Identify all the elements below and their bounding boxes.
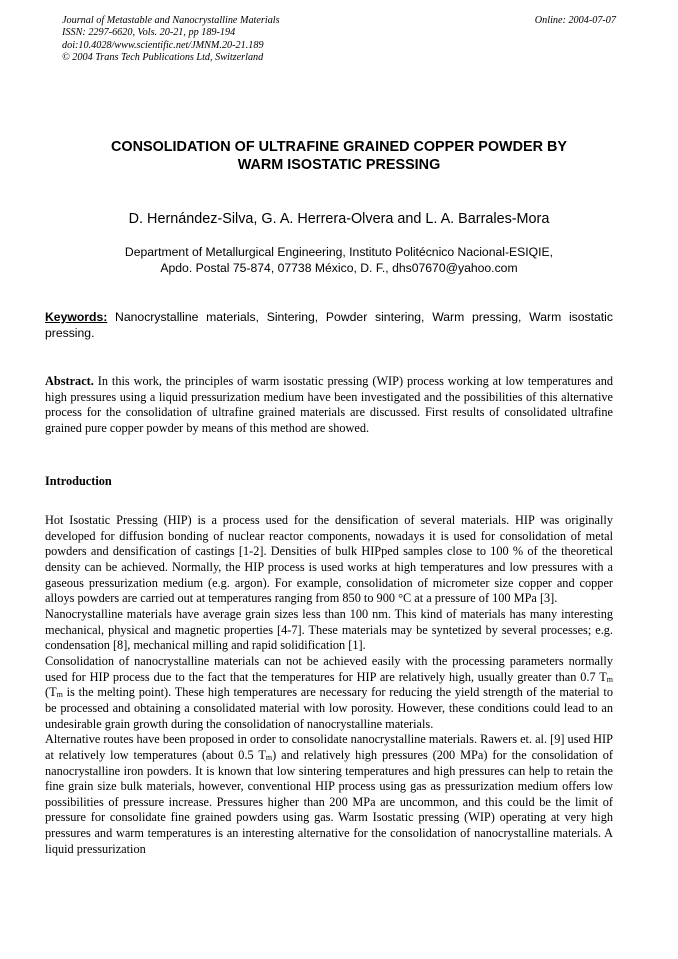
authors: D. Hernández-Silva, G. A. Herrera-Olvera and L. A. Barrales-Mora (128, 211, 550, 227)
journal-header (62, 15, 280, 65)
paragraph-2: Nanocrystalline materials have average grain sizes less than 100 nm. This kind of materials has many interesting mechanical, physical and magnetic properties [4-7]. These materials may be syntetized by several processes; e.g. condensation [8], mechanical milling and rapid solidification [1]. (45, 606, 613, 653)
keywords-label: Keywords: (45, 310, 108, 324)
subscript-m: m (606, 674, 613, 684)
keywords (45, 310, 613, 341)
journal-copyright: © 2004 Trans Tech Publications Ltd, Switzerland (62, 52, 264, 64)
paragraph-3-part-c: is the melting point). These high temperatures are necessary for reducing the yield strength of the material to be processed and obtaining a consolidated material with low porosity. However, these conditions could lead to an undesirable grain growth during the consolidation of nanocrystalline materials. (45, 685, 613, 731)
paper-title (45, 139, 633, 174)
paragraph-3-part-a: Consolidation of nanocrystalline materials can not be achieved easily with the processing parameters normally used for HIP process due to the fact that the temperatures for HIP are relatively high, usually greater than 0.7 T (45, 653, 613, 684)
affiliation-line-1: Department of Metallurgical Engineering, Instituto Politécnico Nacional-ESIQIE, (124, 245, 554, 259)
subscript-m: m (265, 752, 273, 762)
online-date: Online: 2004-07-07 (534, 15, 616, 26)
paragraph-4-part-b: ) and relatively high pressures (200 MPa) for the consolidation of nanocrystalline iron powders. It is known that low sintering temperatures and high pressures can help to retain the fine grain size bulk materials, however, conventional HIP process using gas as pressurization medium offers low possibilities of pressure increase. Pressures higher than 200 MPa are uncommon, and this could be the limit of pressure for consolidate fine grained powders using gas. Warm Isostatic pressing (WIP) operating at very high pressures and warm temperatures is an interesting alternative for the consolidation of nanocrystalline materials. A liquid pressurization (45, 747, 614, 856)
journal-name: Journal of Metastable and Nanocrystalline Materials (62, 15, 280, 26)
paragraph-4 (45, 732, 613, 857)
title-line-2: WARM ISOSTATIC PRESSING (237, 156, 441, 173)
journal-issn: ISSN: 2297-6620, Vols. 20-21, pp 189-194 (62, 27, 236, 39)
affiliation-line-2: Apdo. Postal 75-874, 07738 México, D. F., dhs07670@yahoo.com (160, 260, 518, 275)
paragraph-3-part-b: (T (45, 685, 57, 700)
journal-doi: doi:10.4028/www.scientific.net/JMNM.20-21.189 (62, 39, 264, 51)
abstract-label: Abstract. (45, 374, 94, 388)
keywords-text: Nanocrystalline materials, Sintering, Powder sintering, Warm pressing, Warm isostatic pressing. (45, 310, 613, 340)
abstract (45, 374, 613, 437)
paragraph-3 (45, 654, 613, 732)
abstract-text: In this work, the principles of warm isostatic pressing (WIP) process working at low temperatures and high pressures using a liquid pressurization medium have been investigated and the possibilities of this alternative process for the consolidation of ultrafine grained materials are discussed. First results of consolidated ultrafine grained pure copper powder by means of this method are showed. (45, 374, 613, 436)
title-line-1: CONSOLIDATION OF ULTRAFINE GRAINED COPPER POWDER BY (111, 139, 567, 155)
introduction-heading: Introduction (45, 474, 112, 488)
subscript-m: m (56, 690, 63, 700)
affiliation (45, 245, 633, 276)
paragraph-1: Hot Isostatic Pressing (HIP) is a process used for the densification of several materials. HIP was originally developed for diffusion bonding of nuclear reactor components, nowadays it is used for consolidation of metal powders and densification of castings [1-2]. Densities of bulk HIPped samples close to 100 % of the theoretical density can be achieved. Normally, the HIP process is used works at high temperatures and low pressures with a gaseous pressurization medium (e.g. argon). For example, consolidation of micrometer size copper and copper alloys powders are carried out at temperatures ranging from 850 to 900 °C at a pressure of 100 MPa [3]. (45, 513, 613, 606)
introduction-body (45, 513, 613, 857)
paragraph-4-part-a: Alternative routes have been proposed in order to consolidate nanocrystalline materials. Rawers et. al. [9] used HIP at relatively low temperatures (about 0.5 T (45, 732, 613, 762)
